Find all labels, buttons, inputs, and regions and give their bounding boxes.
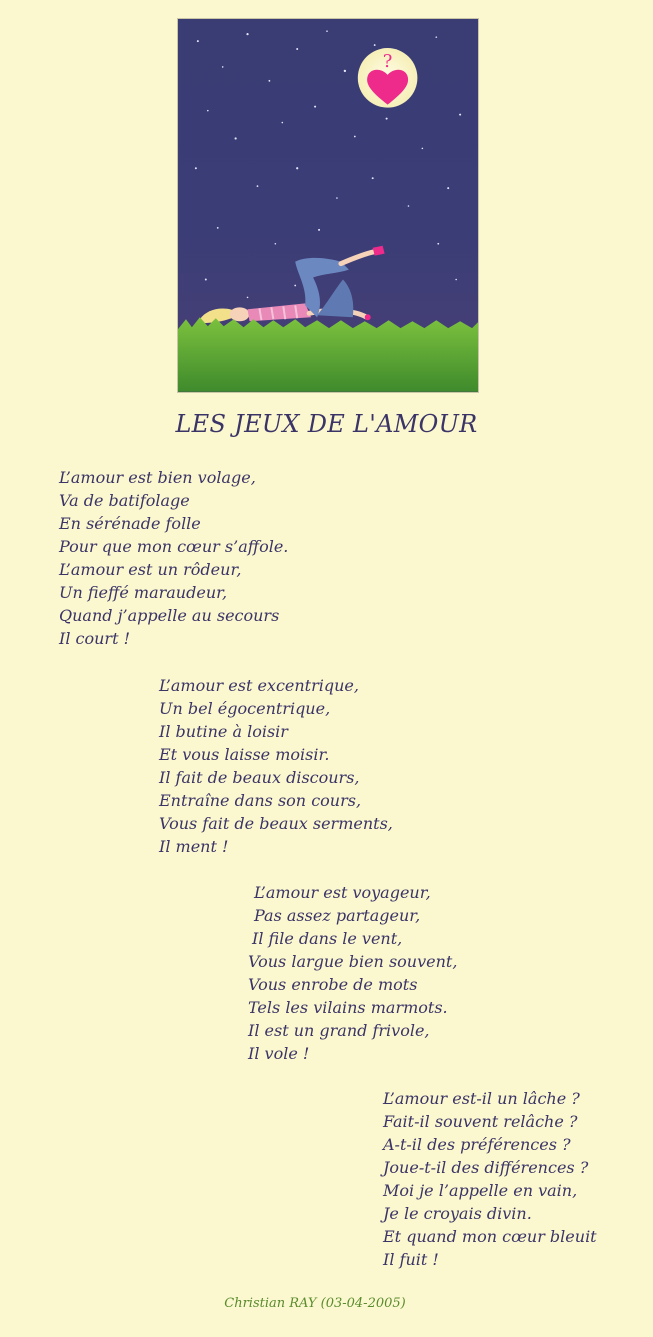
poem-line: L’amour est bien volage, bbox=[59, 468, 256, 487]
night-sky-scene bbox=[178, 19, 478, 392]
poem-line: Il court ! bbox=[59, 629, 131, 648]
poem-line: L’amour est voyageur, bbox=[254, 883, 431, 902]
stars bbox=[195, 30, 461, 298]
woman-figure bbox=[200, 246, 385, 323]
poem-line: A-t-il des préférences ? bbox=[383, 1135, 571, 1154]
poem-line: En sérénade folle bbox=[59, 514, 201, 533]
poem-line: Il vole ! bbox=[248, 1044, 310, 1063]
poem-title: LES JEUX DE L'AMOUR bbox=[175, 410, 478, 438]
poem-line: Tels les vilains marmots. bbox=[248, 998, 448, 1017]
poem-line: Pour que mon cœur s’affole. bbox=[59, 537, 289, 556]
poem-line: Il butine à loisir bbox=[159, 722, 288, 741]
poem-line: Il est un grand frivole, bbox=[248, 1021, 430, 1040]
poem-line: Il fait de beaux discours, bbox=[159, 768, 360, 787]
poem-line: Je le croyais divin. bbox=[383, 1204, 532, 1223]
poem-line: Et vous laisse moisir. bbox=[159, 745, 330, 764]
poem-line: Moi je l’appelle en vain, bbox=[383, 1181, 578, 1200]
poem-line: Il ment ! bbox=[159, 837, 229, 856]
stanza-2 bbox=[159, 674, 393, 858]
poem-line: Vous fait de beaux serments, bbox=[159, 814, 393, 833]
poem-line: Un fieffé maraudeur, bbox=[59, 583, 228, 602]
poem-line: Quand j’appelle au secours bbox=[59, 606, 280, 625]
poem-line: Fait-il souvent relâche ? bbox=[383, 1112, 578, 1131]
poem-line: Pas assez partageur, bbox=[254, 906, 421, 925]
poem-line: L’amour est-il un lâche ? bbox=[383, 1089, 580, 1108]
grass bbox=[178, 317, 478, 392]
poem-line: Va de batifolage bbox=[59, 491, 190, 510]
moon-question-mark: ? bbox=[382, 50, 393, 72]
stanza-1 bbox=[59, 466, 288, 650]
moon-heart-icon bbox=[358, 48, 418, 108]
author-signature: Christian RAY (03-04-2005) bbox=[224, 1296, 406, 1311]
poem-line: Il fuit ! bbox=[383, 1250, 439, 1269]
poem-line: Un bel égocentrique, bbox=[159, 699, 331, 718]
illustration bbox=[177, 18, 479, 393]
poem-line: L’amour est excentrique, bbox=[159, 676, 359, 695]
stanza-4 bbox=[383, 1087, 597, 1271]
poem-line: Et quand mon cœur bleuit bbox=[383, 1227, 597, 1246]
stanza-3 bbox=[248, 881, 457, 1065]
poem-line: Vous largue bien souvent, bbox=[248, 952, 458, 971]
poem-line: Vous enrobe de mots bbox=[248, 975, 418, 994]
poem-line: Il file dans le vent, bbox=[252, 929, 403, 948]
poem-line: Joue-t-il des différences ? bbox=[383, 1158, 589, 1177]
poem-line: Entraîne dans son cours, bbox=[159, 791, 362, 810]
poem-line: L’amour est un rôdeur, bbox=[59, 560, 242, 579]
